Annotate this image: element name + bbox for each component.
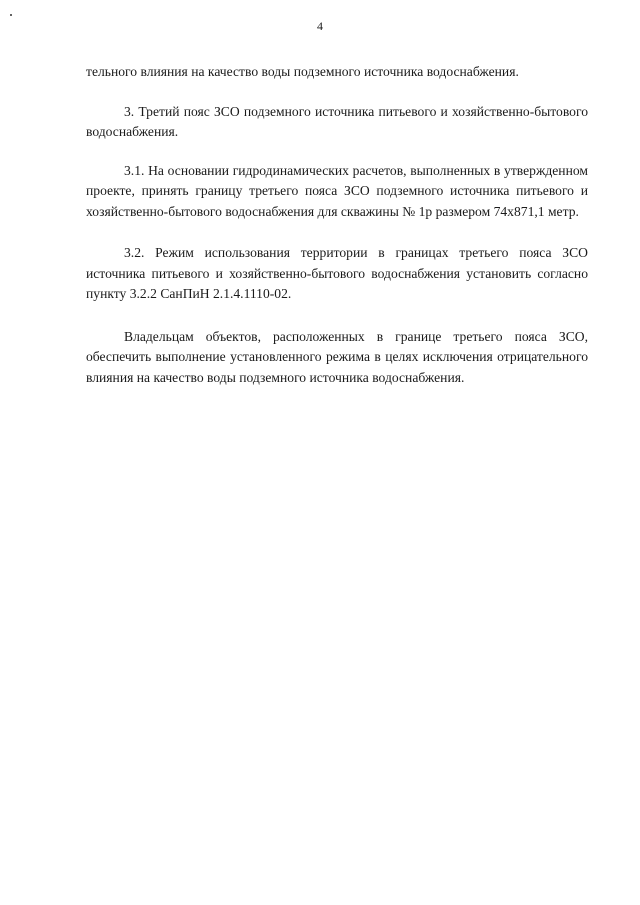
scan-speck bbox=[10, 14, 12, 16]
owners-paragraph: Владельцам объектов, расположенных в границе третьего пояса ЗСО, обеспечить выполнение установленного режима в целях исключения отрицательного влияния на качество воды подземного источника водоснабжения. bbox=[86, 328, 588, 385]
page-number: 4 bbox=[317, 19, 323, 33]
section-3-2-paragraph: 3.2. Режим использования территории в границах третьего пояса ЗСО источника питьевого и хозяйственно-бытового водоснабжения установить согласно пункту 3.2.2 СанПиН 2.1.4.1110-02. bbox=[86, 245, 588, 301]
section-3-paragraph: 3. Третий пояс ЗСО подземного источника питьевого и хозяйственно-бытового водоснабжения. bbox=[86, 103, 588, 139]
continuation-paragraph: тельного влияния на качество воды подземного источника водоснабжения. bbox=[86, 64, 519, 79]
section-3-1-paragraph: 3.1. На основании гидродинамических расчетов, выполненных в утвержденном проекте, принять границу третьего пояса ЗСО подземного источника питьевого и хозяйственно-бытового водоснабжения для скважины № 1р размером 74х871,1 метр. bbox=[86, 162, 588, 219]
document-body bbox=[86, 62, 588, 388]
